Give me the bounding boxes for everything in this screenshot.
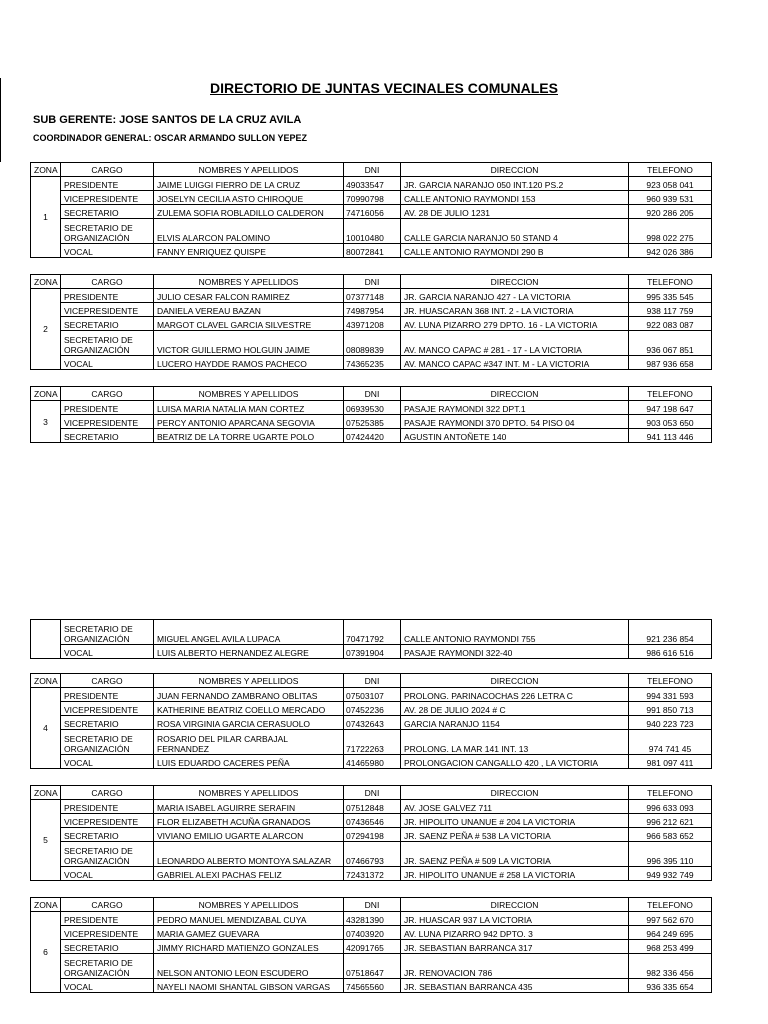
telefono-cell: 942 026 386 bbox=[629, 244, 712, 258]
telefono-cell: 921 236 854 bbox=[629, 620, 712, 645]
direccion-cell: PROLONGACION CANGALLO 420 , LA VICTORIA bbox=[401, 755, 629, 769]
zona-cell bbox=[31, 620, 61, 659]
header-direccion: DIRECCION bbox=[401, 898, 629, 912]
zona-cell: 6 bbox=[31, 912, 61, 993]
telefono-cell: 936 335 654 bbox=[629, 979, 712, 993]
nombre-cell: LUIS EDUARDO CACERES PEÑA bbox=[154, 755, 344, 769]
telefono-cell: 949 932 749 bbox=[629, 867, 712, 881]
direccion-cell: AV. LUNA PIZARRO 942 DPTO. 3 bbox=[401, 926, 629, 940]
nombre-cell: ELVIS ALARCON PALOMINO bbox=[154, 219, 344, 244]
telefono-cell: 968 253 499 bbox=[629, 940, 712, 954]
dni-cell: 07294198 bbox=[344, 828, 401, 842]
document-title: DIRECTORIO DE JUNTAS VECINALES COMUNALES bbox=[210, 80, 558, 96]
cargo-cell: VOCAL bbox=[61, 867, 154, 881]
dni-cell: 70471792 bbox=[344, 620, 401, 645]
table-row bbox=[31, 317, 712, 331]
cargo-cell: PRESIDENTE bbox=[61, 401, 154, 415]
telefono-cell: 922 083 087 bbox=[629, 317, 712, 331]
direccion-cell: CALLE ANTONIO RAYMONDI 755 bbox=[401, 620, 629, 645]
coordinador-line: COORDINADOR GENERAL: OSCAR ARMANDO SULLON YEPEZ bbox=[33, 133, 308, 143]
table-row bbox=[31, 702, 712, 716]
table-row bbox=[31, 303, 712, 317]
header-nombres: NOMBRES Y APELLIDOS bbox=[154, 898, 344, 912]
table-row bbox=[31, 244, 712, 258]
cargo-cell: SECRETARIO DE ORGANIZACIÓN bbox=[61, 219, 154, 244]
cargo-cell: VICEPRESIDENTE bbox=[61, 303, 154, 317]
header-telefono: TELEFONO bbox=[629, 387, 712, 401]
zone-table bbox=[30, 162, 712, 258]
header-cargo: CARGO bbox=[61, 275, 154, 289]
nombre-cell: LUIS ALBERTO HERNANDEZ ALEGRE bbox=[154, 645, 344, 659]
telefono-cell: 981 097 411 bbox=[629, 755, 712, 769]
nombre-cell: JUAN FERNANDO ZAMBRANO OBLITAS bbox=[154, 688, 344, 702]
nombre-cell: GABRIEL ALEXI PACHAS FELIZ bbox=[154, 867, 344, 881]
nombre-cell: MIGUEL ANGEL AVILA LUPACA bbox=[154, 620, 344, 645]
zone-table bbox=[30, 897, 712, 993]
nombre-cell: DANIELA VEREAU BAZAN bbox=[154, 303, 344, 317]
telefono-cell: 995 335 545 bbox=[629, 289, 712, 303]
cargo-cell: VOCAL bbox=[61, 244, 154, 258]
dni-cell: 07503107 bbox=[344, 688, 401, 702]
table-row bbox=[31, 954, 712, 979]
telefono-cell: 996 633 093 bbox=[629, 800, 712, 814]
nombre-cell: FLOR ELIZABETH ACUÑA GRANADOS bbox=[154, 814, 344, 828]
dni-cell: 07525385 bbox=[344, 415, 401, 429]
direccion-cell: JR. SAENZ PEÑA # 509 LA VICTORIA bbox=[401, 842, 629, 867]
direccion-cell: PASAJE RAYMONDI 322 DPT.1 bbox=[401, 401, 629, 415]
telefono-cell: 947 198 647 bbox=[629, 401, 712, 415]
telefono-cell: 996 212 621 bbox=[629, 814, 712, 828]
telefono-cell: 996 395 110 bbox=[629, 842, 712, 867]
direccion-cell: PASAJE RAYMONDI 322-40 bbox=[401, 645, 629, 659]
dni-cell: 71722263 bbox=[344, 730, 401, 755]
nombre-cell: JAIME LUIGGI FIERRO DE LA CRUZ bbox=[154, 177, 344, 191]
dni-cell: 43971208 bbox=[344, 317, 401, 331]
header-nombres: NOMBRES Y APELLIDOS bbox=[154, 674, 344, 688]
cargo-cell: SECRETARIO bbox=[61, 317, 154, 331]
cargo-cell: SECRETARIO DE ORGANIZACIÓN bbox=[61, 842, 154, 867]
nombre-cell: BEATRIZ DE LA TORRE UGARTE POLO bbox=[154, 429, 344, 443]
nombre-cell: LUCERO HAYDDE RAMOS PACHECO bbox=[154, 356, 344, 370]
table-row bbox=[31, 289, 712, 303]
header-telefono: TELEFONO bbox=[629, 898, 712, 912]
table-row bbox=[31, 828, 712, 842]
nombre-cell: PEDRO MANUEL MENDIZABAL CUYA bbox=[154, 912, 344, 926]
cargo-cell: VICEPRESIDENTE bbox=[61, 191, 154, 205]
direccion-cell: JR. SAENZ PEÑA # 538 LA VICTORIA bbox=[401, 828, 629, 842]
direccion-cell: JR. HIPOLITO UNANUE # 204 LA VICTORIA bbox=[401, 814, 629, 828]
header-direccion: DIRECCION bbox=[401, 786, 629, 800]
direccion-cell: AV. LUNA PIZARRO 279 DPTO. 16 - LA VICTORIA bbox=[401, 317, 629, 331]
header-cargo: CARGO bbox=[61, 786, 154, 800]
header-telefono: TELEFONO bbox=[629, 163, 712, 177]
header-zona: ZONA bbox=[31, 387, 61, 401]
nombre-cell: ROSA VIRGINIA GARCIA CERASUOLO bbox=[154, 716, 344, 730]
table-row bbox=[31, 205, 712, 219]
table-header-row bbox=[31, 387, 712, 401]
dni-cell: 07424420 bbox=[344, 429, 401, 443]
telefono-cell: 982 336 456 bbox=[629, 954, 712, 979]
nombre-cell: JOSELYN CECILIA ASTO CHIROQUE bbox=[154, 191, 344, 205]
direccion-cell: AV. MANCO CAPAC #347 INT. M - LA VICTORIA bbox=[401, 356, 629, 370]
telefono-cell: 991 850 713 bbox=[629, 702, 712, 716]
cargo-cell: VOCAL bbox=[61, 645, 154, 659]
dni-cell: 74565560 bbox=[344, 979, 401, 993]
telefono-cell: 940 223 723 bbox=[629, 716, 712, 730]
telefono-cell: 936 067 851 bbox=[629, 331, 712, 356]
table-row bbox=[31, 926, 712, 940]
direccion-cell: PROLONG. LA MAR 141 INT. 13 bbox=[401, 730, 629, 755]
dni-cell: 07452236 bbox=[344, 702, 401, 716]
header-telefono: TELEFONO bbox=[629, 275, 712, 289]
cargo-cell: VICEPRESIDENTE bbox=[61, 702, 154, 716]
direccion-cell: AV. MANCO CAPAC # 281 - 17 - LA VICTORIA bbox=[401, 331, 629, 356]
telefono-cell: 938 117 759 bbox=[629, 303, 712, 317]
table-row bbox=[31, 219, 712, 244]
header-cargo: CARGO bbox=[61, 387, 154, 401]
direccion-cell: JR. RENOVACION 786 bbox=[401, 954, 629, 979]
header-dni: DNI bbox=[344, 786, 401, 800]
cargo-cell: SECRETARIO DE ORGANIZACIÓN bbox=[61, 730, 154, 755]
nombre-cell: NAYELI NAOMI SHANTAL GIBSON VARGAS bbox=[154, 979, 344, 993]
cargo-cell: PRESIDENTE bbox=[61, 800, 154, 814]
telefono-cell: 941 113 446 bbox=[629, 429, 712, 443]
nombre-cell: MARGOT CLAVEL GARCIA SILVESTRE bbox=[154, 317, 344, 331]
telefono-cell: 903 053 650 bbox=[629, 415, 712, 429]
header-zona: ZONA bbox=[31, 786, 61, 800]
nombre-cell: KATHERINE BEATRIZ COELLO MERCADO bbox=[154, 702, 344, 716]
table-row bbox=[31, 177, 712, 191]
header-dni: DNI bbox=[344, 674, 401, 688]
table-header-row bbox=[31, 674, 712, 688]
cargo-cell: PRESIDENTE bbox=[61, 289, 154, 303]
header-direccion: DIRECCION bbox=[401, 674, 629, 688]
table-row bbox=[31, 645, 712, 659]
telefono-cell: 974 741 45 bbox=[629, 730, 712, 755]
dni-cell: 43281390 bbox=[344, 912, 401, 926]
header-direccion: DIRECCION bbox=[401, 387, 629, 401]
dni-cell: 74716056 bbox=[344, 205, 401, 219]
nombre-cell: JIMMY RICHARD MATIENZO GONZALES bbox=[154, 940, 344, 954]
direccion-cell: AV. JOSE GALVEZ 711 bbox=[401, 800, 629, 814]
cargo-cell: SECRETARIO bbox=[61, 940, 154, 954]
direccion-cell: JR. HUASCAR 937 LA VICTORIA bbox=[401, 912, 629, 926]
telefono-cell: 966 583 652 bbox=[629, 828, 712, 842]
header-zona: ZONA bbox=[31, 163, 61, 177]
header-dni: DNI bbox=[344, 387, 401, 401]
nombre-cell: VICTOR GUILLERMO HOLGUIN JAIME bbox=[154, 331, 344, 356]
zone-table bbox=[30, 274, 712, 370]
cargo-cell: VOCAL bbox=[61, 979, 154, 993]
cargo-cell: VOCAL bbox=[61, 356, 154, 370]
dni-cell: 07512848 bbox=[344, 800, 401, 814]
direccion-cell: JR. HUASCARAN 368 INT. 2 - LA VICTORIA bbox=[401, 303, 629, 317]
table-header-row bbox=[31, 275, 712, 289]
header-telefono: TELEFONO bbox=[629, 674, 712, 688]
cargo-cell: SECRETARIO DE ORGANIZACIÓN bbox=[61, 331, 154, 356]
header-nombres: NOMBRES Y APELLIDOS bbox=[154, 275, 344, 289]
zone-table bbox=[30, 785, 712, 881]
zona-cell: 1 bbox=[31, 177, 61, 258]
cargo-cell: SECRETARIO DE ORGANIZACIÓN bbox=[61, 954, 154, 979]
zone-table bbox=[30, 619, 712, 659]
cargo-cell: SECRETARIO bbox=[61, 429, 154, 443]
header-dni: DNI bbox=[344, 163, 401, 177]
dni-cell: 74365235 bbox=[344, 356, 401, 370]
zona-cell: 4 bbox=[31, 688, 61, 769]
dni-cell: 07518647 bbox=[344, 954, 401, 979]
dni-cell: 07436546 bbox=[344, 814, 401, 828]
table-row bbox=[31, 979, 712, 993]
direccion-cell: PROLONG. PARINACOCHAS 226 LETRA C bbox=[401, 688, 629, 702]
direccion-cell: JR. GARCIA NARANJO 050 INT.120 PS.2 bbox=[401, 177, 629, 191]
cargo-cell: VICEPRESIDENTE bbox=[61, 415, 154, 429]
dni-cell: 41465980 bbox=[344, 755, 401, 769]
header-direccion: DIRECCION bbox=[401, 163, 629, 177]
dni-cell: 42091765 bbox=[344, 940, 401, 954]
nombre-cell: ROSARIO DEL PILAR CARBAJAL FERNANDEZ bbox=[154, 730, 344, 755]
dni-cell: 07403920 bbox=[344, 926, 401, 940]
table-header-row bbox=[31, 898, 712, 912]
table-row bbox=[31, 800, 712, 814]
telefono-cell: 960 939 531 bbox=[629, 191, 712, 205]
table-row bbox=[31, 814, 712, 828]
direccion-cell: CALLE GARCIA NARANJO 50 STAND 4 bbox=[401, 219, 629, 244]
header-dni: DNI bbox=[344, 275, 401, 289]
table-row bbox=[31, 716, 712, 730]
zona-cell: 2 bbox=[31, 289, 61, 370]
telefono-cell: 987 936 658 bbox=[629, 356, 712, 370]
header-telefono: TELEFONO bbox=[629, 786, 712, 800]
direccion-cell: JR. HIPOLITO UNANUE # 258 LA VICTORIA bbox=[401, 867, 629, 881]
nombre-cell: JULIO CESAR FALCON RAMIREZ bbox=[154, 289, 344, 303]
zona-cell: 5 bbox=[31, 800, 61, 881]
cargo-cell: VICEPRESIDENTE bbox=[61, 814, 154, 828]
nombre-cell: MARIA GAMEZ GUEVARA bbox=[154, 926, 344, 940]
header-cargo: CARGO bbox=[61, 163, 154, 177]
table-row bbox=[31, 620, 712, 645]
direccion-cell: JR. SEBASTIAN BARRANCA 435 bbox=[401, 979, 629, 993]
zone-table bbox=[30, 673, 712, 769]
cargo-cell: SECRETARIO bbox=[61, 716, 154, 730]
direccion-cell: AGUSTIN ANTOÑETE 140 bbox=[401, 429, 629, 443]
table-row bbox=[31, 429, 712, 443]
dni-cell: 74987954 bbox=[344, 303, 401, 317]
telefono-cell: 997 562 670 bbox=[629, 912, 712, 926]
nombre-cell: MARIA ISABEL AGUIRRE SERAFIN bbox=[154, 800, 344, 814]
nombre-cell: ZULEMA SOFIA ROBLADILLO CALDERON bbox=[154, 205, 344, 219]
cargo-cell: SECRETARIO bbox=[61, 205, 154, 219]
header-nombres: NOMBRES Y APELLIDOS bbox=[154, 163, 344, 177]
table-row bbox=[31, 755, 712, 769]
nombre-cell: LEONARDO ALBERTO MONTOYA SALAZAR bbox=[154, 842, 344, 867]
table-row bbox=[31, 940, 712, 954]
cargo-cell: PRESIDENTE bbox=[61, 177, 154, 191]
dni-cell: 49033547 bbox=[344, 177, 401, 191]
table-header-row bbox=[31, 786, 712, 800]
dni-cell: 07391904 bbox=[344, 645, 401, 659]
table-row bbox=[31, 688, 712, 702]
dni-cell: 10010480 bbox=[344, 219, 401, 244]
nombre-cell: LUISA MARIA NATALIA MAN CORTEZ bbox=[154, 401, 344, 415]
header-cargo: CARGO bbox=[61, 674, 154, 688]
table-row bbox=[31, 730, 712, 755]
dni-cell: 07466793 bbox=[344, 842, 401, 867]
cargo-cell: PRESIDENTE bbox=[61, 912, 154, 926]
dni-cell: 72431372 bbox=[344, 867, 401, 881]
direccion-cell: JR. GARCIA NARANJO 427 - LA VICTORIA bbox=[401, 289, 629, 303]
sub-gerente-line: SUB GERENTE: JOSE SANTOS DE LA CRUZ AVILA bbox=[33, 114, 302, 126]
table-row bbox=[31, 401, 712, 415]
table-row bbox=[31, 867, 712, 881]
table-row bbox=[31, 912, 712, 926]
dni-cell: 70990798 bbox=[344, 191, 401, 205]
cargo-cell: SECRETARIO DE ORGANIZACIÓN bbox=[61, 620, 154, 645]
cargo-cell: VICEPRESIDENTE bbox=[61, 926, 154, 940]
direccion-cell: PASAJE RAYMONDI 370 DPTO. 54 PISO 04 bbox=[401, 415, 629, 429]
nombre-cell: VIVIANO EMILIO UGARTE ALARCON bbox=[154, 828, 344, 842]
header-nombres: NOMBRES Y APELLIDOS bbox=[154, 387, 344, 401]
table-row bbox=[31, 415, 712, 429]
telefono-cell: 986 616 516 bbox=[629, 645, 712, 659]
dni-cell: 08089839 bbox=[344, 331, 401, 356]
table-row bbox=[31, 331, 712, 356]
header-dni: DNI bbox=[344, 898, 401, 912]
direccion-cell: AV. 28 DE JULIO 1231 bbox=[401, 205, 629, 219]
cargo-cell: VOCAL bbox=[61, 755, 154, 769]
direccion-cell: JR. SEBASTIAN BARRANCA 317 bbox=[401, 940, 629, 954]
nombre-cell: NELSON ANTONIO LEON ESCUDERO bbox=[154, 954, 344, 979]
nombre-cell: PERCY ANTONIO APARCANA SEGOVIA bbox=[154, 415, 344, 429]
direccion-cell: AV. 28 DE JULIO 2024 # C bbox=[401, 702, 629, 716]
cargo-cell: SECRETARIO bbox=[61, 828, 154, 842]
header-zona: ZONA bbox=[31, 674, 61, 688]
nombre-cell: FANNY ENRIQUEZ QUISPE bbox=[154, 244, 344, 258]
direccion-cell: CALLE ANTONIO RAYMONDI 153 bbox=[401, 191, 629, 205]
telefono-cell: 964 249 695 bbox=[629, 926, 712, 940]
table-row bbox=[31, 191, 712, 205]
dni-cell: 06939530 bbox=[344, 401, 401, 415]
telefono-cell: 994 331 593 bbox=[629, 688, 712, 702]
header-cargo: CARGO bbox=[61, 898, 154, 912]
direccion-cell: CALLE ANTONIO RAYMONDI 290 B bbox=[401, 244, 629, 258]
header-direccion: DIRECCION bbox=[401, 275, 629, 289]
telefono-cell: 920 286 205 bbox=[629, 205, 712, 219]
table-row bbox=[31, 356, 712, 370]
table-row bbox=[31, 842, 712, 867]
header-zona: ZONA bbox=[31, 898, 61, 912]
dni-cell: 80072841 bbox=[344, 244, 401, 258]
cargo-cell: PRESIDENTE bbox=[61, 688, 154, 702]
header-zona: ZONA bbox=[31, 275, 61, 289]
header-nombres: NOMBRES Y APELLIDOS bbox=[154, 786, 344, 800]
dni-cell: 07377148 bbox=[344, 289, 401, 303]
direccion-cell: GARCIA NARANJO 1154 bbox=[401, 716, 629, 730]
telefono-cell: 998 022 275 bbox=[629, 219, 712, 244]
zone-table bbox=[30, 386, 712, 443]
table-header-row bbox=[31, 163, 712, 177]
dni-cell: 07432643 bbox=[344, 716, 401, 730]
telefono-cell: 923 058 041 bbox=[629, 177, 712, 191]
zona-cell: 3 bbox=[31, 401, 61, 443]
